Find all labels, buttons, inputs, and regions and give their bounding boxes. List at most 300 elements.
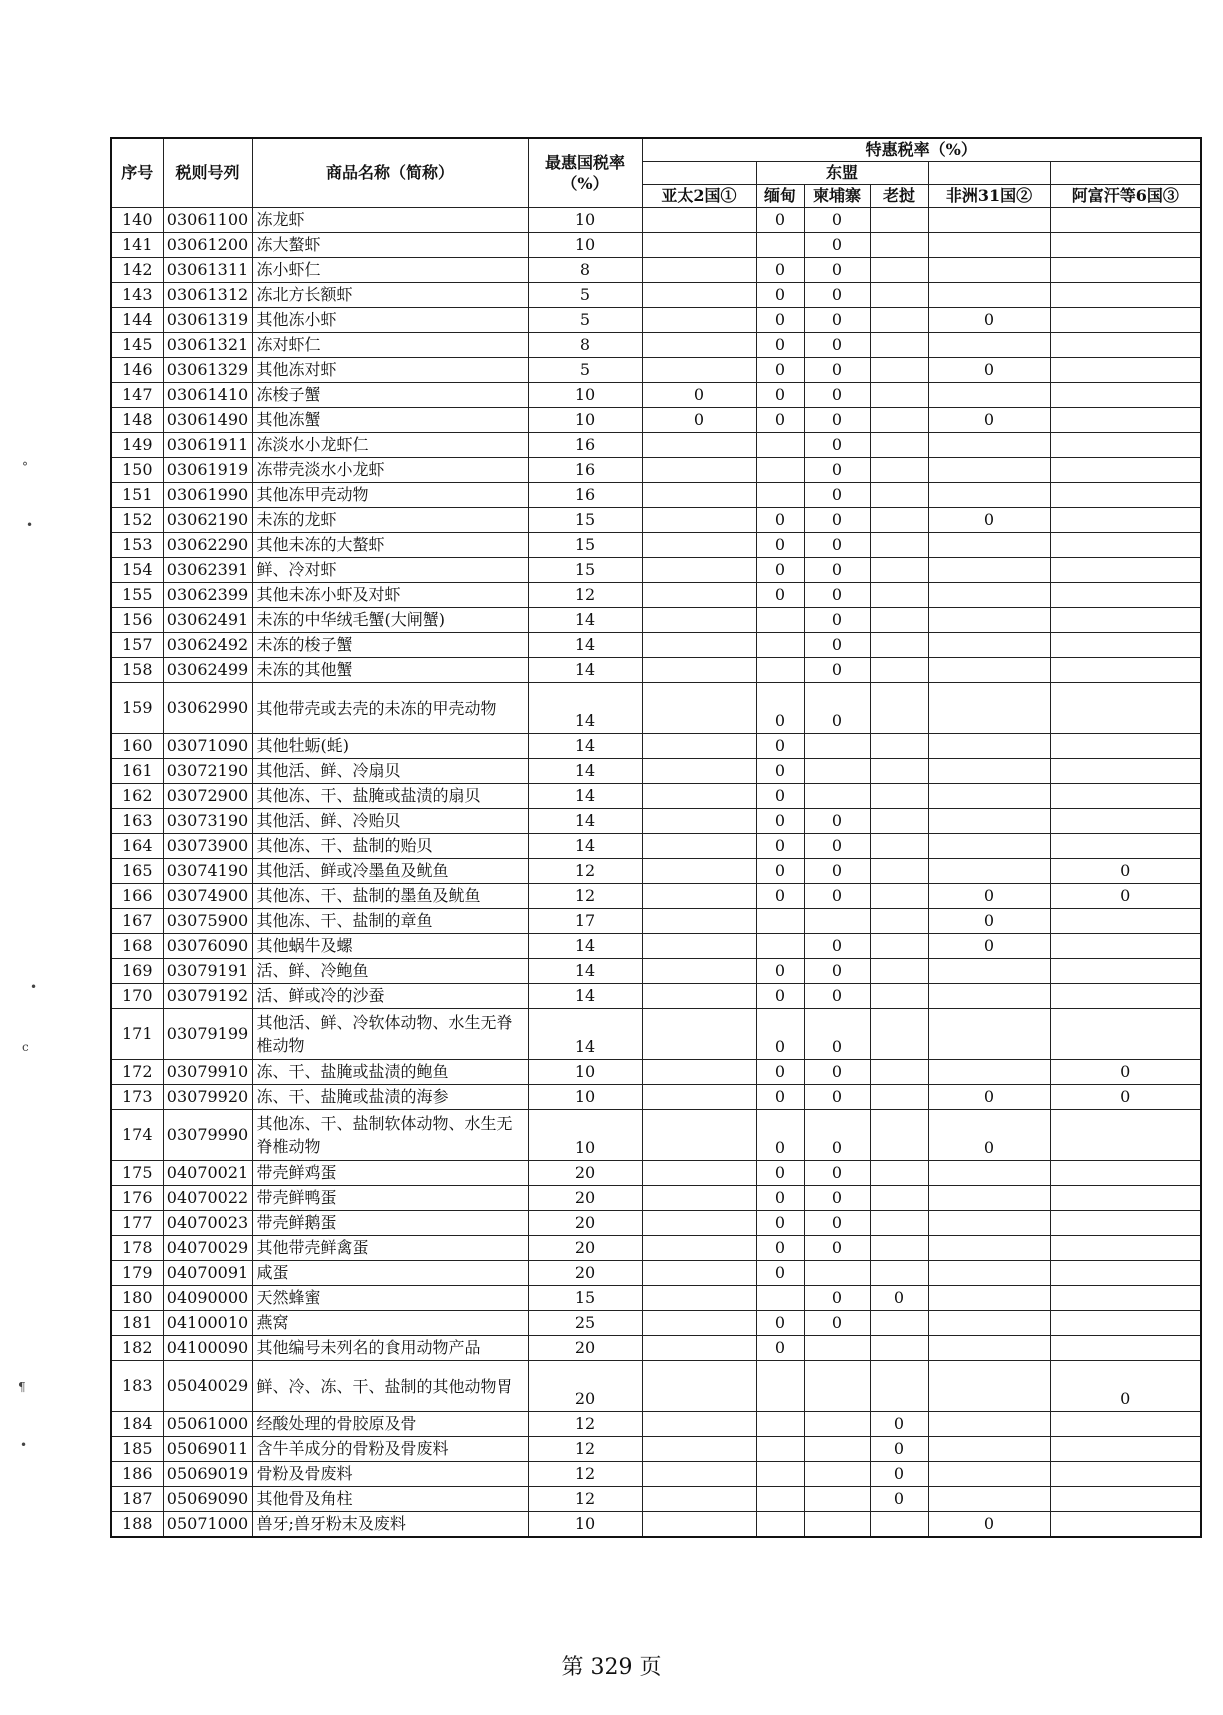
- cell-seq: 152: [111, 508, 163, 533]
- cell-cambodia: 0: [804, 1110, 870, 1161]
- cell-code: 03075900: [163, 909, 252, 934]
- cell-mfn: 15: [528, 533, 642, 558]
- cell-ap2: [642, 1186, 756, 1211]
- cell-ap2: [642, 759, 756, 784]
- cell-myanmar: 0: [756, 1060, 804, 1085]
- cell-mfn: 16: [528, 433, 642, 458]
- cell-laos: [870, 358, 928, 383]
- cell-code: 03061321: [163, 333, 252, 358]
- table-row: [111, 959, 1201, 984]
- cell-myanmar: 0: [756, 583, 804, 608]
- cell-africa31: [928, 608, 1050, 633]
- cell-africa31: [928, 734, 1050, 759]
- cell-myanmar: 0: [756, 308, 804, 333]
- cell-cambodia: [804, 1462, 870, 1487]
- cell-name: 未冻的其他蟹: [252, 658, 528, 683]
- cell-seq: 149: [111, 433, 163, 458]
- cell-myanmar: 0: [756, 784, 804, 809]
- cell-myanmar: 0: [756, 508, 804, 533]
- cell-code: 04070022: [163, 1186, 252, 1211]
- cell-africa31: [928, 809, 1050, 834]
- cell-cambodia: 0: [804, 1236, 870, 1261]
- table-row: [111, 1437, 1201, 1462]
- cell-code: 03062491: [163, 608, 252, 633]
- header-africa31: 非洲31国②: [928, 185, 1050, 208]
- cell-afghan6: [1050, 1462, 1201, 1487]
- cell-laos: [870, 1161, 928, 1186]
- cell-myanmar: [756, 1487, 804, 1512]
- cell-cambodia: 0: [804, 1311, 870, 1336]
- table-row: [111, 608, 1201, 633]
- cell-laos: [870, 558, 928, 583]
- cell-mfn: 15: [528, 1286, 642, 1311]
- cell-seq: 180: [111, 1286, 163, 1311]
- cell-afghan6: [1050, 633, 1201, 658]
- tariff-table-container: [110, 137, 1200, 1538]
- cell-ap2: [642, 734, 756, 759]
- cell-name: 含牛羊成分的骨粉及骨废料: [252, 1437, 528, 1462]
- cell-afghan6: [1050, 1336, 1201, 1361]
- cell-name: 未冻的梭子蟹: [252, 633, 528, 658]
- cell-seq: 169: [111, 959, 163, 984]
- cell-myanmar: 0: [756, 759, 804, 784]
- cell-name: 带壳鲜鸭蛋: [252, 1186, 528, 1211]
- cell-afghan6: [1050, 734, 1201, 759]
- cell-afghan6: [1050, 333, 1201, 358]
- cell-africa31: [928, 1311, 1050, 1336]
- cell-seq: 179: [111, 1261, 163, 1286]
- cell-afghan6: [1050, 1161, 1201, 1186]
- cell-myanmar: 0: [756, 558, 804, 583]
- cell-myanmar: 0: [756, 859, 804, 884]
- cell-mfn: 14: [528, 759, 642, 784]
- cell-mfn: 12: [528, 583, 642, 608]
- table-row: [111, 1336, 1201, 1361]
- table-header: [111, 138, 1201, 208]
- cell-name: 其他带壳或去壳的未冻的甲壳动物: [252, 683, 528, 734]
- table-row: [111, 433, 1201, 458]
- cell-name: 冻、干、盐腌或盐渍的鲍鱼: [252, 1060, 528, 1085]
- cell-cambodia: 0: [804, 934, 870, 959]
- cell-afghan6: [1050, 433, 1201, 458]
- cell-ap2: [642, 909, 756, 934]
- cell-laos: [870, 1236, 928, 1261]
- cell-africa31: [928, 683, 1050, 734]
- cell-seq: 147: [111, 383, 163, 408]
- cell-cambodia: [804, 1437, 870, 1462]
- cell-afghan6: [1050, 258, 1201, 283]
- cell-ap2: [642, 1412, 756, 1437]
- cell-code: 05061000: [163, 1412, 252, 1437]
- cell-mfn: 14: [528, 784, 642, 809]
- header-special: 特惠税率（%）: [642, 138, 1201, 162]
- cell-laos: [870, 1211, 928, 1236]
- cell-laos: [870, 583, 928, 608]
- cell-laos: [870, 909, 928, 934]
- cell-name: 其他冻小虾: [252, 308, 528, 333]
- cell-africa31: [928, 1009, 1050, 1060]
- cell-africa31: 0: [928, 308, 1050, 333]
- table-row: [111, 458, 1201, 483]
- cell-mfn: 20: [528, 1261, 642, 1286]
- cell-mfn: 14: [528, 1009, 642, 1060]
- cell-myanmar: [756, 633, 804, 658]
- cell-myanmar: [756, 1437, 804, 1462]
- cell-name: 冻大螯虾: [252, 233, 528, 258]
- cell-mfn: 8: [528, 258, 642, 283]
- cell-mfn: 14: [528, 633, 642, 658]
- table-row: [111, 1412, 1201, 1437]
- cell-africa31: [928, 1361, 1050, 1412]
- header-seq: 序号: [111, 138, 163, 208]
- cell-cambodia: [804, 1512, 870, 1538]
- cell-africa31: [928, 333, 1050, 358]
- cell-afghan6: [1050, 1512, 1201, 1538]
- table-row: [111, 834, 1201, 859]
- cell-name: 其他冻、干、盐制的章鱼: [252, 909, 528, 934]
- header-mfn: 最惠国税率（%）: [528, 138, 642, 208]
- cell-name: 冻小虾仁: [252, 258, 528, 283]
- cell-afghan6: [1050, 1211, 1201, 1236]
- cell-ap2: [642, 1211, 756, 1236]
- cell-laos: [870, 1336, 928, 1361]
- table-row: [111, 1186, 1201, 1211]
- cell-myanmar: 0: [756, 1186, 804, 1211]
- cell-ap2: [642, 984, 756, 1009]
- cell-code: 03061200: [163, 233, 252, 258]
- cell-name: 冻淡水小龙虾仁: [252, 433, 528, 458]
- cell-cambodia: [804, 784, 870, 809]
- cell-cambodia: 0: [804, 1211, 870, 1236]
- cell-afghan6: [1050, 1487, 1201, 1512]
- cell-cambodia: 0: [804, 508, 870, 533]
- cell-seq: 140: [111, 208, 163, 233]
- cell-myanmar: 0: [756, 884, 804, 909]
- cell-seq: 172: [111, 1060, 163, 1085]
- cell-africa31: [928, 984, 1050, 1009]
- cell-myanmar: [756, 1412, 804, 1437]
- table-row: [111, 633, 1201, 658]
- tariff-table: [110, 137, 1202, 1538]
- cell-name: 骨粉及骨废料: [252, 1462, 528, 1487]
- cell-afghan6: [1050, 1286, 1201, 1311]
- cell-mfn: 12: [528, 1462, 642, 1487]
- cell-mfn: 10: [528, 1060, 642, 1085]
- cell-name: 活、鲜或冷的沙蚕: [252, 984, 528, 1009]
- cell-myanmar: 0: [756, 1161, 804, 1186]
- cell-afghan6: 0: [1050, 1085, 1201, 1110]
- cell-seq: 183: [111, 1361, 163, 1412]
- cell-mfn: 10: [528, 208, 642, 233]
- cell-seq: 167: [111, 909, 163, 934]
- cell-code: 03062492: [163, 633, 252, 658]
- cell-name: 其他冻、干、盐制的贻贝: [252, 834, 528, 859]
- cell-code: 03061490: [163, 408, 252, 433]
- cell-code: 03061911: [163, 433, 252, 458]
- cell-laos: 0: [870, 1286, 928, 1311]
- cell-cambodia: [804, 1487, 870, 1512]
- table-row: [111, 759, 1201, 784]
- table-row: [111, 1085, 1201, 1110]
- cell-seq: 176: [111, 1186, 163, 1211]
- cell-mfn: 5: [528, 283, 642, 308]
- cell-ap2: [642, 1512, 756, 1538]
- cell-africa31: [928, 233, 1050, 258]
- cell-code: 04070023: [163, 1211, 252, 1236]
- cell-cambodia: 0: [804, 633, 870, 658]
- table-row: [111, 809, 1201, 834]
- cell-mfn: 10: [528, 1085, 642, 1110]
- cell-cambodia: [804, 1336, 870, 1361]
- cell-mfn: 14: [528, 959, 642, 984]
- cell-ap2: [642, 1261, 756, 1286]
- header-asean: 东盟: [756, 162, 928, 185]
- cell-africa31: [928, 383, 1050, 408]
- cell-laos: [870, 1512, 928, 1538]
- cell-laos: [870, 633, 928, 658]
- table-row: [111, 734, 1201, 759]
- cell-africa31: [928, 1186, 1050, 1211]
- cell-afghan6: [1050, 1110, 1201, 1161]
- cell-laos: [870, 208, 928, 233]
- cell-name: 兽牙;兽牙粉末及废料: [252, 1512, 528, 1538]
- cell-name: 其他冻、干、盐腌或盐渍的扇贝: [252, 784, 528, 809]
- table-row: [111, 508, 1201, 533]
- cell-cambodia: [804, 1361, 870, 1412]
- cell-ap2: [642, 683, 756, 734]
- cell-afghan6: 0: [1050, 1361, 1201, 1412]
- cell-code: 04100010: [163, 1311, 252, 1336]
- cell-myanmar: 0: [756, 1009, 804, 1060]
- cell-afghan6: [1050, 583, 1201, 608]
- cell-cambodia: 0: [804, 1060, 870, 1085]
- cell-myanmar: 0: [756, 208, 804, 233]
- cell-myanmar: 0: [756, 1336, 804, 1361]
- table-row: [111, 233, 1201, 258]
- cell-seq: 163: [111, 809, 163, 834]
- table-row: [111, 909, 1201, 934]
- cell-ap2: 0: [642, 408, 756, 433]
- cell-code: 03061990: [163, 483, 252, 508]
- cell-code: 03062990: [163, 683, 252, 734]
- table-row: [111, 1286, 1201, 1311]
- cell-cambodia: 0: [804, 283, 870, 308]
- table-row: [111, 658, 1201, 683]
- cell-myanmar: [756, 658, 804, 683]
- header-blank-ag: [1050, 162, 1201, 185]
- cell-ap2: [642, 1110, 756, 1161]
- page-number: 第 329 页: [561, 1655, 662, 1680]
- cell-code: 05040029: [163, 1361, 252, 1412]
- cell-seq: 148: [111, 408, 163, 433]
- cell-mfn: 16: [528, 458, 642, 483]
- cell-africa31: 0: [928, 1085, 1050, 1110]
- cell-afghan6: [1050, 1261, 1201, 1286]
- cell-code: 05069019: [163, 1462, 252, 1487]
- cell-myanmar: [756, 1512, 804, 1538]
- cell-code: 03061312: [163, 283, 252, 308]
- table-row: [111, 1462, 1201, 1487]
- cell-laos: [870, 784, 928, 809]
- cell-seq: 186: [111, 1462, 163, 1487]
- cell-name: 鲜、冷对虾: [252, 558, 528, 583]
- cell-laos: [870, 408, 928, 433]
- cell-name: 其他活、鲜、冷贻贝: [252, 809, 528, 834]
- cell-myanmar: [756, 458, 804, 483]
- cell-laos: [870, 1009, 928, 1060]
- table-row: [111, 784, 1201, 809]
- header-blank-ap2: [642, 162, 756, 185]
- cell-code: 03061100: [163, 208, 252, 233]
- cell-name: 冻北方长额虾: [252, 283, 528, 308]
- cell-code: 03079192: [163, 984, 252, 1009]
- table-row: [111, 1361, 1201, 1412]
- cell-africa31: 0: [928, 1110, 1050, 1161]
- cell-seq: 151: [111, 483, 163, 508]
- cell-cambodia: [804, 759, 870, 784]
- cell-ap2: [642, 1437, 756, 1462]
- cell-seq: 143: [111, 283, 163, 308]
- cell-africa31: [928, 759, 1050, 784]
- cell-myanmar: [756, 233, 804, 258]
- cell-laos: 0: [870, 1462, 928, 1487]
- cell-seq: 146: [111, 358, 163, 383]
- cell-laos: [870, 658, 928, 683]
- cell-myanmar: 0: [756, 1211, 804, 1236]
- cell-seq: 153: [111, 533, 163, 558]
- cell-code: 03062290: [163, 533, 252, 558]
- cell-seq: 145: [111, 333, 163, 358]
- cell-mfn: 17: [528, 909, 642, 934]
- cell-ap2: [642, 208, 756, 233]
- cell-africa31: [928, 1261, 1050, 1286]
- cell-code: 03079199: [163, 1009, 252, 1060]
- cell-africa31: [928, 784, 1050, 809]
- cell-code: 03071090: [163, 734, 252, 759]
- cell-ap2: [642, 1161, 756, 1186]
- cell-myanmar: [756, 433, 804, 458]
- table-row: [111, 683, 1201, 734]
- cell-code: 03062499: [163, 658, 252, 683]
- cell-code: 04070021: [163, 1161, 252, 1186]
- cell-cambodia: [804, 909, 870, 934]
- cell-afghan6: [1050, 1186, 1201, 1211]
- cell-seq: 157: [111, 633, 163, 658]
- cell-ap2: [642, 1236, 756, 1261]
- cell-myanmar: 0: [756, 258, 804, 283]
- cell-africa31: [928, 283, 1050, 308]
- cell-mfn: 12: [528, 884, 642, 909]
- cell-code: 03074190: [163, 859, 252, 884]
- table-row: [111, 1161, 1201, 1186]
- cell-laos: [870, 283, 928, 308]
- cell-laos: [870, 308, 928, 333]
- cell-seq: 166: [111, 884, 163, 909]
- cell-mfn: 8: [528, 333, 642, 358]
- scan-speck: •: [26, 518, 34, 532]
- table-row: [111, 1211, 1201, 1236]
- cell-cambodia: 0: [804, 884, 870, 909]
- cell-cambodia: 0: [804, 308, 870, 333]
- cell-seq: 173: [111, 1085, 163, 1110]
- header-cambodia: 柬埔寨: [804, 185, 870, 208]
- cell-mfn: 20: [528, 1236, 642, 1261]
- cell-code: 03061410: [163, 383, 252, 408]
- cell-afghan6: [1050, 834, 1201, 859]
- cell-laos: [870, 959, 928, 984]
- cell-code: 03074900: [163, 884, 252, 909]
- cell-afghan6: [1050, 383, 1201, 408]
- cell-laos: [870, 508, 928, 533]
- cell-ap2: [642, 283, 756, 308]
- cell-cambodia: 0: [804, 683, 870, 734]
- cell-laos: [870, 683, 928, 734]
- cell-code: 05071000: [163, 1512, 252, 1538]
- scan-speck: •: [30, 980, 38, 994]
- cell-seq: 174: [111, 1110, 163, 1161]
- cell-myanmar: [756, 909, 804, 934]
- cell-mfn: 20: [528, 1161, 642, 1186]
- cell-afghan6: [1050, 759, 1201, 784]
- cell-code: 03079990: [163, 1110, 252, 1161]
- cell-mfn: 10: [528, 1110, 642, 1161]
- table-row: [111, 1512, 1201, 1538]
- table-row: [111, 1110, 1201, 1161]
- table-row: [111, 333, 1201, 358]
- table-row: [111, 408, 1201, 433]
- cell-ap2: [642, 258, 756, 283]
- cell-myanmar: 0: [756, 1311, 804, 1336]
- cell-mfn: 25: [528, 1311, 642, 1336]
- cell-mfn: 14: [528, 834, 642, 859]
- table-row: [111, 383, 1201, 408]
- cell-laos: [870, 608, 928, 633]
- cell-africa31: 0: [928, 1512, 1050, 1538]
- cell-cambodia: 0: [804, 608, 870, 633]
- cell-afghan6: 0: [1050, 859, 1201, 884]
- cell-mfn: 14: [528, 658, 642, 683]
- cell-code: 04070029: [163, 1236, 252, 1261]
- cell-ap2: [642, 558, 756, 583]
- cell-afghan6: [1050, 934, 1201, 959]
- cell-seq: 156: [111, 608, 163, 633]
- cell-cambodia: 0: [804, 1085, 870, 1110]
- cell-cambodia: 0: [804, 1186, 870, 1211]
- cell-name: 冻梭子蟹: [252, 383, 528, 408]
- cell-cambodia: 0: [804, 458, 870, 483]
- scan-speck: •: [20, 1438, 28, 1452]
- cell-cambodia: 0: [804, 208, 870, 233]
- cell-africa31: [928, 1236, 1050, 1261]
- cell-seq: 168: [111, 934, 163, 959]
- cell-seq: 184: [111, 1412, 163, 1437]
- cell-afghan6: [1050, 1412, 1201, 1437]
- cell-laos: [870, 383, 928, 408]
- cell-laos: [870, 233, 928, 258]
- cell-code: 03062190: [163, 508, 252, 533]
- cell-mfn: 10: [528, 1512, 642, 1538]
- cell-ap2: [642, 333, 756, 358]
- cell-code: 03072900: [163, 784, 252, 809]
- header-blank-af: [928, 162, 1050, 185]
- cell-ap2: [642, 859, 756, 884]
- cell-cambodia: 0: [804, 233, 870, 258]
- cell-cambodia: 0: [804, 358, 870, 383]
- cell-laos: [870, 1085, 928, 1110]
- cell-ap2: [642, 1462, 756, 1487]
- cell-code: 03061329: [163, 358, 252, 383]
- cell-myanmar: 0: [756, 408, 804, 433]
